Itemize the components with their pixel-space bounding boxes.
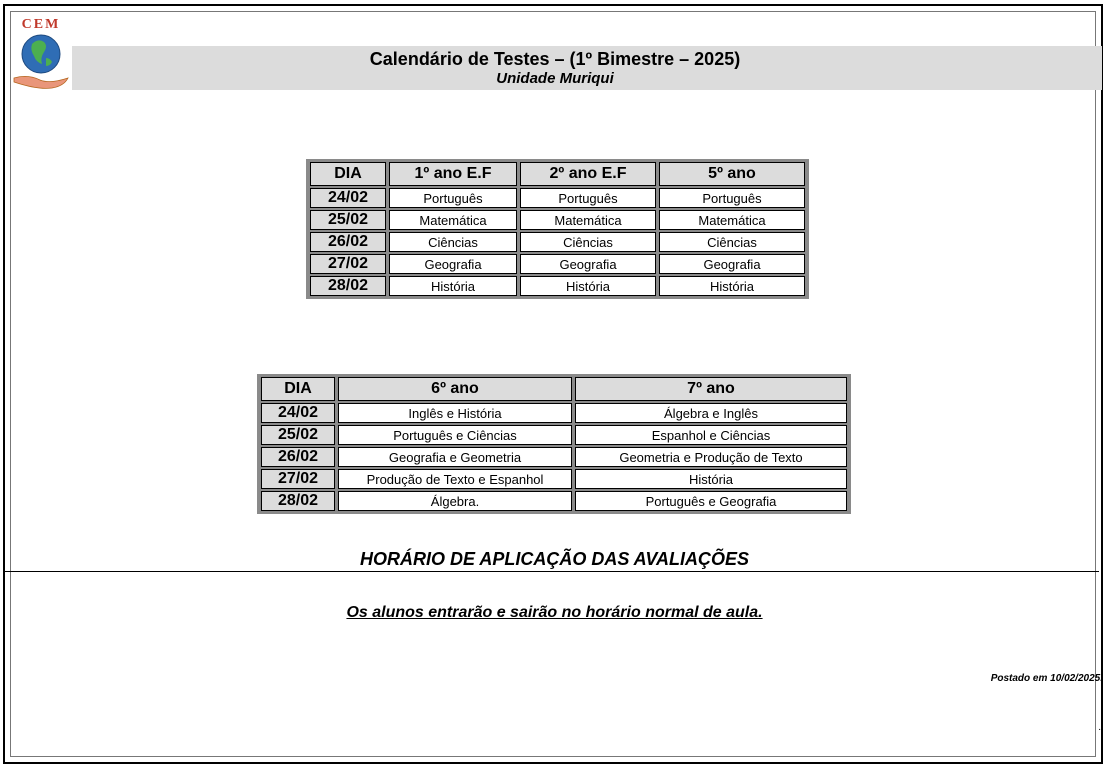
subject-cell: Matemática bbox=[389, 210, 517, 230]
table-header-row bbox=[310, 162, 805, 186]
subject-cell: Ciências bbox=[520, 232, 656, 252]
day-cell: 26/02 bbox=[261, 447, 335, 467]
subject-cell: Inglês e História bbox=[338, 403, 572, 423]
subject-cell: Geometria e Produção de Texto bbox=[575, 447, 847, 467]
subject-cell: Álgebra e Inglês bbox=[575, 403, 847, 423]
table-row bbox=[261, 447, 847, 467]
subject-cell: Ciências bbox=[389, 232, 517, 252]
subject-cell: História bbox=[389, 276, 517, 296]
subject-cell: Português e Geografia bbox=[575, 491, 847, 511]
subject-cell: Geografia bbox=[389, 254, 517, 274]
column-header: DIA bbox=[261, 377, 335, 401]
subject-cell: Português bbox=[520, 188, 656, 208]
day-cell: 25/02 bbox=[310, 210, 386, 230]
subject-cell: Produção de Texto e Espanhol bbox=[338, 469, 572, 489]
table-row bbox=[310, 232, 805, 252]
subject-cell: História bbox=[520, 276, 656, 296]
subject-cell: Ciências bbox=[659, 232, 805, 252]
column-header: 7º ano bbox=[575, 377, 847, 401]
table-row bbox=[310, 188, 805, 208]
divider bbox=[5, 571, 1099, 572]
day-cell: 26/02 bbox=[310, 232, 386, 252]
subject-cell: Português bbox=[389, 188, 517, 208]
day-cell: 27/02 bbox=[261, 469, 335, 489]
table-row bbox=[261, 469, 847, 489]
schedule-table-1 bbox=[306, 159, 809, 299]
trailing-dot: . bbox=[1098, 722, 1101, 733]
posted-date: Postado em 10/02/2025. bbox=[990, 673, 1103, 684]
day-cell: 28/02 bbox=[261, 491, 335, 511]
column-header: 5º ano bbox=[659, 162, 805, 186]
day-cell: 28/02 bbox=[310, 276, 386, 296]
column-header: DIA bbox=[310, 162, 386, 186]
schedule-table-2 bbox=[257, 374, 851, 514]
subject-cell: História bbox=[575, 469, 847, 489]
subject-cell: História bbox=[659, 276, 805, 296]
table-row bbox=[310, 276, 805, 296]
day-cell: 27/02 bbox=[310, 254, 386, 274]
table-header-row bbox=[261, 377, 847, 401]
table-row bbox=[261, 425, 847, 445]
logo-text: CEM bbox=[21, 17, 61, 32]
subject-cell: Espanhol e Ciências bbox=[575, 425, 847, 445]
school-logo bbox=[10, 14, 72, 92]
schedule-note: Os alunos entrarão e sairão no horário normal de aula. bbox=[346, 604, 763, 621]
table-row bbox=[310, 210, 805, 230]
table-row bbox=[261, 403, 847, 423]
subject-cell: Português e Ciências bbox=[338, 425, 572, 445]
day-cell: 24/02 bbox=[261, 403, 335, 423]
subject-cell: Geografia bbox=[520, 254, 656, 274]
column-header: 1º ano E.F bbox=[389, 162, 517, 186]
table-row bbox=[261, 491, 847, 511]
subject-cell: Geografia bbox=[659, 254, 805, 274]
horario-title: HORÁRIO DE APLICAÇÃO DAS AVALIAÇÕES bbox=[359, 549, 749, 569]
column-header: 2º ano E.F bbox=[520, 162, 656, 186]
subject-cell: Álgebra. bbox=[338, 491, 572, 511]
column-header: 6º ano bbox=[338, 377, 572, 401]
day-cell: 24/02 bbox=[310, 188, 386, 208]
subject-cell: Geografia e Geometria bbox=[338, 447, 572, 467]
subject-cell: Matemática bbox=[659, 210, 805, 230]
subject-cell: Português bbox=[659, 188, 805, 208]
day-cell: 25/02 bbox=[261, 425, 335, 445]
page-subtitle: Unidade Muriqui bbox=[496, 70, 614, 87]
table-row bbox=[310, 254, 805, 274]
subject-cell: Matemática bbox=[520, 210, 656, 230]
page-title: Calendário de Testes – (1º Bimestre – 2025) bbox=[369, 49, 741, 69]
